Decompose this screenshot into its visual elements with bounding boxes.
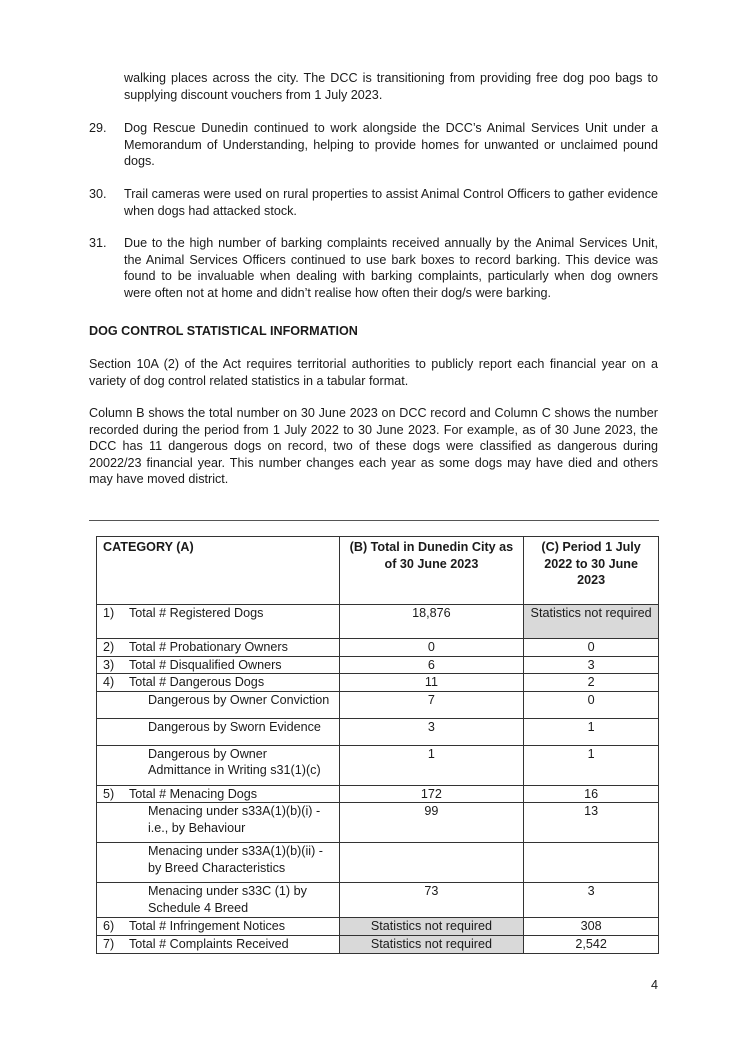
category-cell xyxy=(97,803,340,843)
category-label: Total # Menacing Dogs xyxy=(129,786,258,801)
category-cell xyxy=(97,605,340,639)
category-cell xyxy=(97,785,340,803)
category-label: Menacing under s33A(1)(b)(ii) - by Breed Characteristics xyxy=(148,844,323,875)
total-value-cell: 7 xyxy=(339,691,524,718)
paragraph-30-number: 30. xyxy=(89,187,107,201)
table-row xyxy=(97,803,659,843)
table-row xyxy=(97,605,659,639)
table-header-row xyxy=(97,537,659,605)
paragraph-31-number: 31. xyxy=(89,236,107,250)
table-row xyxy=(97,935,659,953)
table-row xyxy=(97,883,659,918)
section-heading: DOG CONTROL STATISTICAL INFORMATION xyxy=(89,324,358,338)
period-value-cell: 13 xyxy=(524,803,659,843)
category-cell xyxy=(97,718,340,745)
table-row xyxy=(97,785,659,803)
total-value-cell: Statistics not required xyxy=(339,918,524,936)
total-value-cell: 73 xyxy=(339,883,524,918)
paragraph-29-number: 29. xyxy=(89,121,107,135)
header-category: CATEGORY (A) xyxy=(97,537,340,605)
category-label: Total # Infringement Notices xyxy=(129,919,286,934)
table-row xyxy=(97,745,659,785)
category-cell xyxy=(97,656,340,674)
header-total-dunedin: (B) Total in Dunedin City as of 30 June 2023 xyxy=(339,537,524,605)
category-label: Total # Dangerous Dogs xyxy=(129,675,265,690)
period-value-cell: 0 xyxy=(524,639,659,657)
category-cell xyxy=(97,935,340,953)
total-value-cell: Statistics not required xyxy=(339,935,524,953)
dog-control-stats-table xyxy=(96,536,659,954)
row-number: 5) xyxy=(103,786,115,801)
total-value-cell: 11 xyxy=(339,674,524,692)
total-value-cell xyxy=(339,843,524,883)
page-number: 4 xyxy=(651,978,659,992)
category-label: Menacing under s33C (1) by Schedule 4 Breed xyxy=(148,884,307,915)
section-intro-2: Column B shows the total number on 30 June 2023 on DCC record and Column C shows the number recorded during the period from 1 July 2022 to 30 June 2023. For example, as of 30 June 2023, the DCC has 11 dangerous dogs on record, two of these dogs were classified as dangerous during 20022/23 financial year. This number changes each year as some dogs may have died and others may have moved district. xyxy=(89,406,658,487)
category-cell xyxy=(97,843,340,883)
period-value-cell: 2,542 xyxy=(524,935,659,953)
category-label: Total # Registered Dogs xyxy=(129,606,264,620)
table-row xyxy=(97,718,659,745)
period-value-cell: 2 xyxy=(524,674,659,692)
period-value-cell: 3 xyxy=(524,883,659,918)
period-value-cell: 0 xyxy=(524,691,659,718)
row-number: 4) xyxy=(103,675,115,690)
table-row xyxy=(97,918,659,936)
period-value-cell: Statistics not required xyxy=(524,605,659,639)
period-value-cell: 3 xyxy=(524,656,659,674)
total-value-cell: 18,876 xyxy=(339,605,524,639)
category-label: Total # Complaints Received xyxy=(129,936,289,951)
row-number: 1) xyxy=(103,606,115,620)
header-period: (C) Period 1 July 2022 to 30 June 2023 xyxy=(524,537,659,605)
paragraph-30: Trail cameras were used on rural properties to assist Animal Control Officers to gather evidence when dogs had attacked stock. xyxy=(124,187,658,218)
section-intro-1: Section 10A (2) of the Act requires territorial authorities to publicly report each financial year on a variety of dog control related statistics in a tabular format. xyxy=(89,357,658,388)
category-cell xyxy=(97,691,340,718)
row-number: 7) xyxy=(103,936,115,951)
total-value-cell: 0 xyxy=(339,639,524,657)
table-row xyxy=(97,639,659,657)
period-value-cell: 16 xyxy=(524,785,659,803)
total-value-cell: 3 xyxy=(339,718,524,745)
horizontal-rule xyxy=(89,520,659,521)
total-value-cell: 172 xyxy=(339,785,524,803)
category-label: Menacing under s33A(1)(b)(i) - i.e., by Behaviour xyxy=(148,804,321,835)
category-cell xyxy=(97,674,340,692)
category-label: Dangerous by Sworn Evidence xyxy=(148,719,321,734)
table-row xyxy=(97,674,659,692)
period-value-cell xyxy=(524,843,659,883)
total-value-cell: 6 xyxy=(339,656,524,674)
table-row xyxy=(97,656,659,674)
row-number: 2) xyxy=(103,640,115,654)
category-cell xyxy=(97,745,340,785)
row-number: 6) xyxy=(103,919,115,934)
table-row xyxy=(97,843,659,883)
category-cell xyxy=(97,883,340,918)
category-label: Total # Probationary Owners xyxy=(129,640,288,654)
category-label: Dangerous by Owner Admittance in Writing s31(1)(c) xyxy=(148,746,321,778)
paragraph-29: Dog Rescue Dunedin continued to work alongside the DCC’s Animal Services Unit under a Memorandum of Understanding, helping to provide homes for unwanted or unclaimed pound dogs. xyxy=(124,121,658,169)
category-label: Total # Disqualified Owners xyxy=(129,657,282,672)
total-value-cell: 99 xyxy=(339,803,524,843)
period-value-cell: 308 xyxy=(524,918,659,936)
category-label: Dangerous by Owner Conviction xyxy=(148,692,330,707)
paragraph-31: Due to the high number of barking complaints received annually by the Animal Services Unit, the Animal Services Officers continued to use bark boxes to record barking. This device was found to be invaluable when dealing with barking complaints, particularly when dog owners were often not at home and didn’t realise how often their dog/s were barking. xyxy=(124,236,658,300)
total-value-cell: 1 xyxy=(339,745,524,785)
category-cell xyxy=(97,918,340,936)
row-number: 3) xyxy=(103,657,115,672)
table-row xyxy=(97,691,659,718)
period-value-cell: 1 xyxy=(524,745,659,785)
paragraph-28-continued: walking places across the city. The DCC is transitioning from providing free dog poo bags to supplying discount vouchers from 1 July 2023. xyxy=(124,71,658,102)
period-value-cell: 1 xyxy=(524,718,659,745)
category-cell xyxy=(97,639,340,657)
